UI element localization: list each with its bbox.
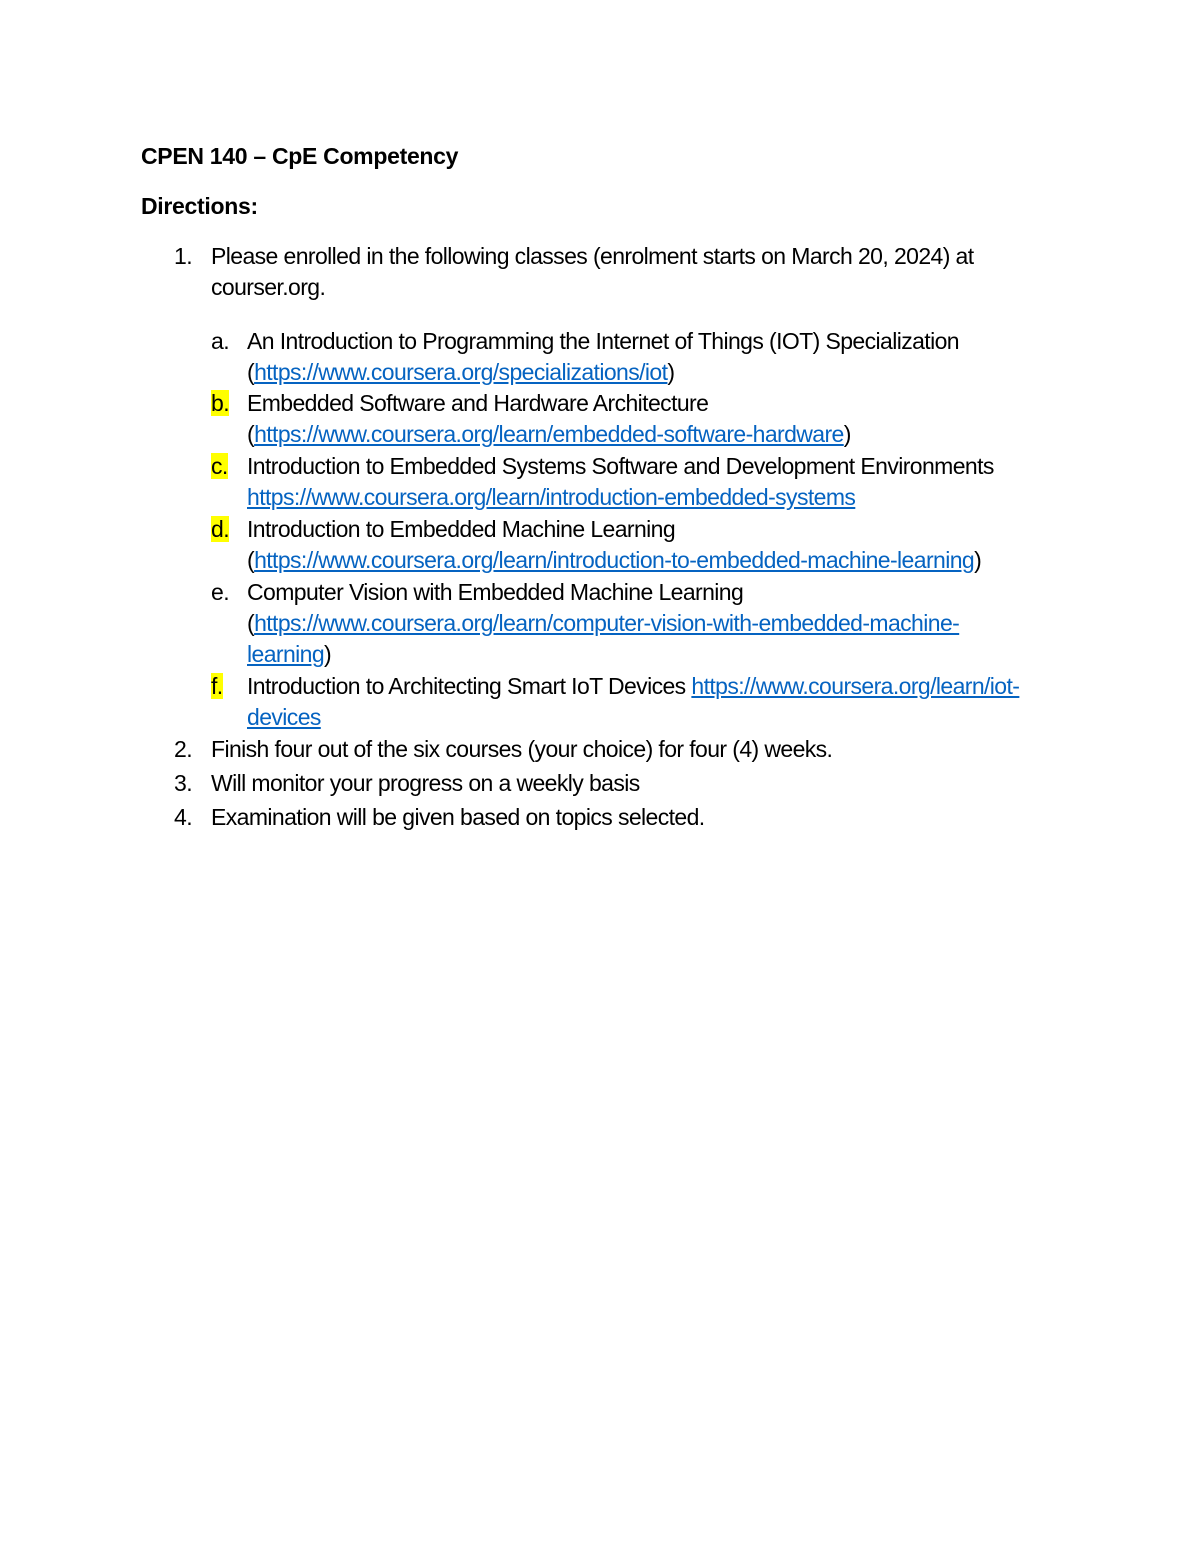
course-title-a: An Introduction to Programming the Internet of Things (IOT) Specialization	[247, 328, 959, 354]
sub-item-letter-c	[211, 451, 228, 482]
course-link-line-c	[247, 482, 1067, 513]
highlight-marker-d: d.	[211, 516, 229, 542]
course-line-f2	[247, 702, 1067, 733]
sub-item-letter-e: e.	[211, 579, 229, 605]
course-link-line-e1: (https://www.coursera.org/learn/computer-vision-with-embedded-machine-	[247, 610, 960, 636]
course-link-f-part2[interactable]: devices	[247, 704, 321, 730]
list-item-2: Finish four out of the six courses (your choice) for four (4) weeks.	[211, 736, 833, 762]
list-number-4: 4.	[174, 804, 192, 830]
course-title-d: Introduction to Embedded Machine Learning	[247, 516, 676, 542]
course-link-line-b: (https://www.coursera.org/learn/embedded-software-hardware)	[247, 421, 851, 447]
course-link-line-a: (https://www.coursera.org/specializations/iot)	[247, 359, 675, 385]
course-title-b: Embedded Software and Hardware Architecture	[247, 390, 709, 416]
course-link-d[interactable]: https://www.coursera.org/learn/introduction-to-embedded-machine-learning	[254, 547, 975, 573]
list-number-3: 3.	[174, 770, 192, 796]
highlight-marker-c: c.	[211, 453, 228, 479]
course-title-f: Introduction to Architecting Smart IoT Devices	[247, 673, 692, 699]
sub-item-d	[247, 514, 1067, 576]
highlight-marker-f: f.	[211, 673, 223, 699]
sub-item-letter-d	[211, 514, 229, 545]
course-link-line-d: (https://www.coursera.org/learn/introduction-to-embedded-machine-learning)	[247, 547, 982, 573]
list-item-1-line1: Please enrolled in the following classes (enrolment starts on March 20, 2024) at	[211, 243, 974, 269]
document-title: CPEN 140 – CpE Competency	[141, 143, 459, 169]
directions-heading: Directions:	[141, 193, 258, 219]
course-link-b[interactable]: https://www.coursera.org/learn/embedded-software-hardware	[254, 421, 844, 447]
course-title-c: Introduction to Embedded Systems Software and Development Environments	[247, 453, 994, 479]
list-item-1-line2: courser.org.	[211, 274, 326, 300]
course-link-a[interactable]: https://www.coursera.org/specializations/iot	[254, 359, 668, 385]
list-item-3: Will monitor your progress on a weekly basis	[211, 770, 640, 796]
sub-item-letter-a: a.	[211, 328, 229, 354]
sub-item-b	[247, 388, 1067, 450]
course-title-e: Computer Vision with Embedded Machine Learning	[247, 579, 744, 605]
course-link-c[interactable]: https://www.coursera.org/learn/introduction-embedded-systems	[247, 484, 856, 510]
sub-item-letter-b	[211, 388, 229, 419]
list-number-1: 1.	[174, 243, 192, 269]
sub-item-e	[247, 577, 1067, 670]
highlight-marker-b: b.	[211, 390, 229, 416]
course-link-line-e2: learning)	[247, 641, 332, 667]
course-link-f-part1[interactable]: https://www.coursera.org/learn/iot-	[691, 673, 1020, 699]
list-item-1	[211, 241, 1071, 303]
course-link-e-part1[interactable]: https://www.coursera.org/learn/computer-vision-with-embedded-machine-	[254, 610, 960, 636]
sub-item-a	[247, 326, 1067, 388]
sub-item-f	[247, 671, 1067, 733]
list-item-4: Examination will be given based on topics selected.	[211, 804, 705, 830]
sub-item-c	[247, 451, 1067, 513]
sub-item-letter-f	[211, 671, 223, 702]
list-number-2: 2.	[174, 736, 192, 762]
course-link-e-part2[interactable]: learning	[247, 641, 325, 667]
course-line-f1	[247, 671, 1067, 702]
